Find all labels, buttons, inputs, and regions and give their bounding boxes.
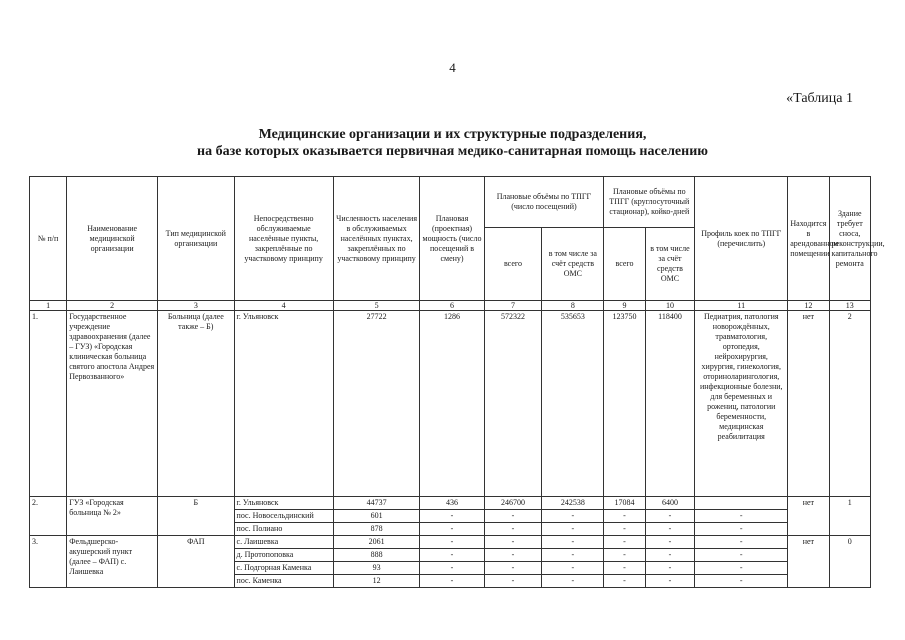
medical-organizations-table [29,176,885,588]
repair: 1 [829,497,870,536]
capacity: - [420,549,484,562]
beds-oms: - [645,510,695,523]
org-name: Государственное учреждение здравоохранения (далее – ГУЗ) «Городская клиническая больница святого апостола Андрея Первозванного» [67,311,158,497]
rented: нет [788,536,829,588]
visits-oms: - [542,523,604,536]
org-name: Фельдшерско-акушерский пункт (далее – ФАП) с. Лаишевка [67,536,158,588]
header-rented: Находится в арендованном помещении [788,177,829,301]
beds-oms: - [645,575,695,588]
settlement: г. Ульяновск [234,311,333,497]
header-beds-total: всего [604,228,645,301]
visits-total: - [484,575,542,588]
table-label: «Таблица 1 [786,91,853,106]
col-number: 3 [158,301,234,311]
beds-total: - [604,562,645,575]
beds-total: - [604,575,645,588]
org-type: Больница (далее также – Б) [158,311,234,497]
visits-total: - [484,549,542,562]
org-name: ГУЗ «Городская больница № 2» [67,497,158,536]
settlement: с. Подгорная Каменка [234,562,333,575]
beds-oms: - [645,523,695,536]
header-beds-oms: в том числе за счёт средств ОМС [645,228,695,301]
bed-profile: - [695,510,788,523]
visits-oms: - [542,536,604,549]
population: 44737 [333,497,420,510]
capacity: - [420,536,484,549]
org-type: Б [158,497,234,536]
col-number: 7 [484,301,542,311]
visits-oms: - [542,575,604,588]
population: 878 [333,523,420,536]
capacity: - [420,510,484,523]
table-row [30,497,871,510]
header-tpgg-beds: Плановые объёмы по ТПГГ (круглосуточный стационар), койко-дней [604,177,695,228]
col-number: 10 [645,301,695,311]
settlement: г. Ульяновск [234,497,333,510]
header-tpgg-visits: Плановые объёмы по ТПГГ (число посещений) [484,177,604,228]
header-visits-oms: в том числе за счёт средств ОМС [542,228,604,301]
header-name: Наименование медицинской организации [67,177,158,301]
visits-total: 572322 [484,311,542,497]
beds-oms: - [645,549,695,562]
beds-oms: 6400 [645,497,695,510]
beds-total: 17084 [604,497,645,510]
row-num: 1. [30,311,67,497]
title-line-1: Медицинские организации и их структурные подразделения, [258,127,647,142]
header-num: № п/п [30,177,67,301]
header-capacity: Плановая (проектная) мощность (число посещений в смену) [420,177,484,301]
capacity: - [420,523,484,536]
bed-profile: - [695,549,788,562]
page-number: 4 [449,60,456,75]
header-visits-total: всего [484,228,542,301]
col-number: 4 [234,301,333,311]
col-number: 9 [604,301,645,311]
population: 601 [333,510,420,523]
row-num: 2. [30,497,67,536]
settlement: пос. Новосельдинский [234,510,333,523]
beds-total: - [604,510,645,523]
row-num: 3. [30,536,67,588]
col-number: 2 [67,301,158,311]
col-number: 8 [542,301,604,311]
beds-total: 123750 [604,311,645,497]
header-profile: Профиль коек по ТПГГ (перечислить) [695,177,788,301]
header-settlements: Непосредственно обслуживаемые населённые пункты, закреплённые по участковому принципу [234,177,333,301]
bed-profile: - [695,575,788,588]
population: 12 [333,575,420,588]
repair: 0 [829,536,870,588]
visits-total: - [484,510,542,523]
capacity: 436 [420,497,484,510]
population: 27722 [333,311,420,497]
document-title [0,126,905,160]
visits-total: - [484,562,542,575]
table-row [30,311,871,497]
header-type: Тип медицинской организации [158,177,234,301]
visits-total: - [484,523,542,536]
visits-oms: - [542,549,604,562]
bed-profile: - [695,536,788,549]
visits-oms: 242538 [542,497,604,510]
settlement: д. Протопоповка [234,549,333,562]
beds-oms: 118400 [645,311,695,497]
col-number: 12 [788,301,829,311]
beds-oms: - [645,562,695,575]
beds-total: - [604,549,645,562]
population: 888 [333,549,420,562]
bed-profile [695,497,788,510]
visits-oms: - [542,510,604,523]
capacity: 1286 [420,311,484,497]
bed-profile: - [695,523,788,536]
rented: нет [788,311,829,497]
visits-total: - [484,536,542,549]
col-number: 5 [333,301,420,311]
beds-total: - [604,536,645,549]
header-population: Численность населения в обслуживаемых населённых пунктах, закреплённых по участковому принципу [333,177,420,301]
visits-total: 246700 [484,497,542,510]
bed-profile: - [695,562,788,575]
col-number: 6 [420,301,484,311]
capacity: - [420,575,484,588]
rented: нет [788,497,829,536]
header-repair: Здание требует сноса, реконструкции, капитального ремонта [829,177,870,301]
col-number: 11 [695,301,788,311]
capacity: - [420,562,484,575]
population: 93 [333,562,420,575]
population: 2061 [333,536,420,549]
settlement: с. Лаишевка [234,536,333,549]
title-line-2: на базе которых оказывается первичная медико-санитарная помощь населению [197,144,708,159]
repair: 2 [829,311,870,497]
settlement: пос. Полиано [234,523,333,536]
visits-oms: 535653 [542,311,604,497]
beds-total: - [604,523,645,536]
bed-profile: Педиатрия, патология новорождённых, травматология, ортопедия, нейрохирургия, хирургия, гинекология, оториноларингология, инфекционные болезни, для беременных и рожениц, патологии беременности, медицинская реабилитация [695,311,788,497]
col-number: 13 [829,301,870,311]
col-number: 1 [30,301,67,311]
beds-oms: - [645,536,695,549]
visits-oms: - [542,562,604,575]
table-row [30,536,871,549]
org-type: ФАП [158,536,234,588]
column-numbers-row [30,301,871,311]
settlement: пос. Каменка [234,575,333,588]
